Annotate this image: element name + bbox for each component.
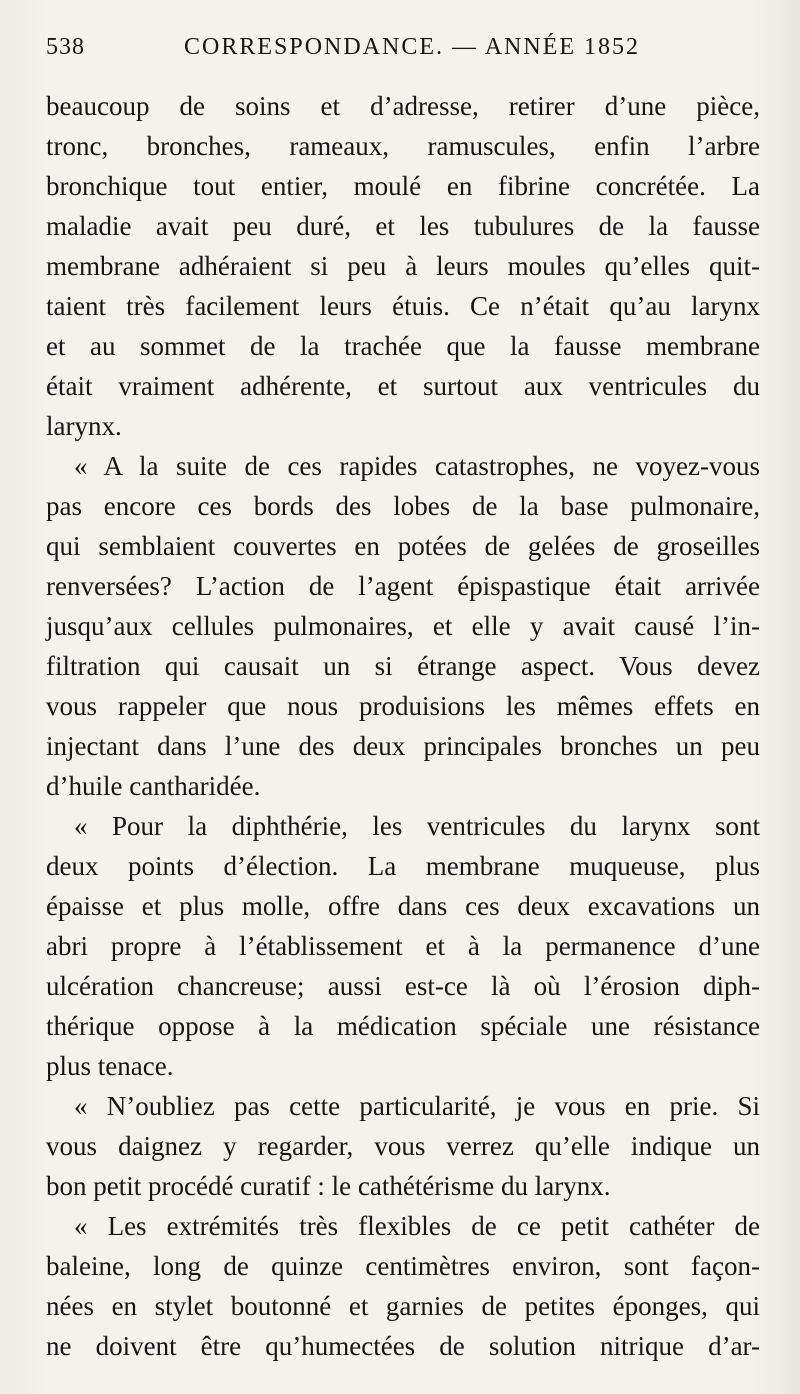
running-title: CORRESPONDANCE. — ANNÉE 1852: [184, 34, 641, 60]
body-text: [46, 86, 760, 1366]
text-line: et au sommet de la trachée que la fausse membrane: [46, 331, 760, 361]
text-line: beaucoup de soins et d’adresse, retirer d’une pièce,: [46, 91, 760, 121]
text-line: d’huile cantharidée.: [46, 771, 261, 801]
text-line: plus tenace.: [46, 1051, 174, 1081]
text-line: larynx.: [46, 411, 122, 441]
text-line: épaisse et plus molle, offre dans ces deux excavations un: [46, 891, 760, 921]
text-line: bon petit procédé curatif : le cathétérisme du larynx.: [46, 1171, 611, 1201]
running-header: [46, 34, 758, 74]
text-line: jusqu’aux cellules pulmonaires, et elle y avait causé l’in-: [46, 611, 760, 641]
text-line: pas encore ces bords des lobes de la base pulmonaire,: [46, 491, 760, 521]
text-line: « Pour la diphthérie, les ventricules du larynx sont: [74, 811, 760, 841]
text-line: thérique oppose à la médication spéciale une résistance: [46, 1011, 760, 1041]
text-line: vous daignez y regarder, vous verrez qu’elle indique un: [46, 1131, 760, 1161]
text-line: tronc, bronches, rameaux, ramuscules, enfin l’arbre: [46, 131, 760, 161]
text-line: ulcération chancreuse; aussi est-ce là où l’érosion diph-: [46, 971, 760, 1001]
text-line: qui semblaient couvertes en potées de gelées de groseilles: [46, 531, 760, 561]
text-line: baleine, long de quinze centimètres environ, sont façon-: [46, 1251, 760, 1281]
text-line: « A la suite de ces rapides catastrophes, ne voyez-vous: [74, 451, 760, 481]
text-line: deux points d’élection. La membrane muqueuse, plus: [46, 851, 760, 881]
page-number: 538: [46, 34, 85, 60]
text-line: renversées? L’action de l’agent épispastique était arrivée: [46, 571, 760, 601]
text-line: taient très facilement leurs étuis. Ce n’était qu’au larynx: [46, 291, 760, 321]
text-line: était vraiment adhérente, et surtout aux ventricules du: [46, 371, 760, 401]
text-line: injectant dans l’une des deux principales bronches un peu: [46, 731, 760, 761]
text-line: vous rappeler que nous produisions les mêmes effets en: [46, 691, 760, 721]
text-line: « N’oubliez pas cette particularité, je vous en prie. Si: [74, 1091, 760, 1121]
text-line: filtration qui causait un si étrange aspect. Vous devez: [46, 651, 760, 681]
text-line: abri propre à l’établissement et à la permanence d’une: [46, 931, 760, 961]
text-line: membrane adhéraient si peu à leurs moules qu’elles quit-: [46, 251, 760, 281]
text-line: maladie avait peu duré, et les tubulures de la fausse: [46, 211, 760, 241]
text-line: bronchique tout entier, moulé en fibrine concrétée. La: [46, 171, 760, 201]
text-line: « Les extrémités très flexibles de ce petit cathéter de: [74, 1211, 760, 1241]
text-line: ne doivent être qu’humectées de solution nitrique d’ar-: [46, 1331, 760, 1361]
text-line: nées en stylet boutonné et garnies de petites éponges, qui: [46, 1291, 760, 1321]
